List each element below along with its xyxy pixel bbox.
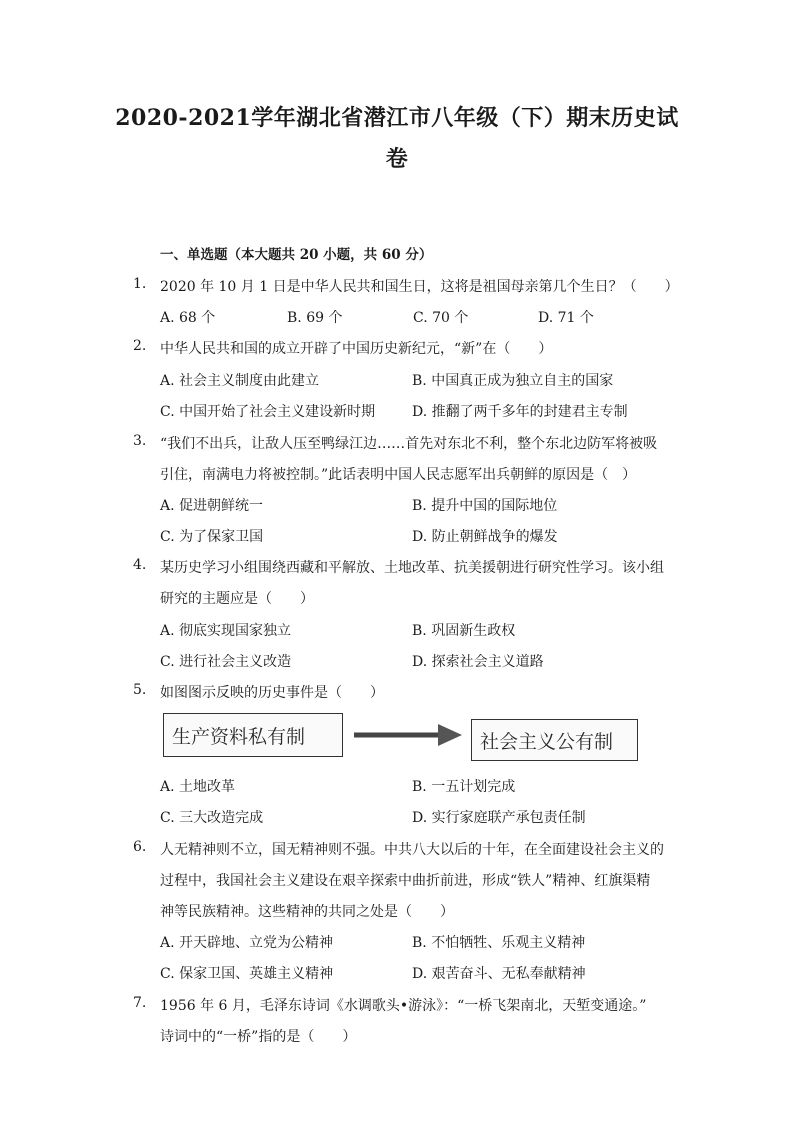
option-a: A. 开天辟地、立党为公精神 [160, 935, 334, 951]
figure-label-right: 社会主义公有制 [480, 730, 614, 753]
question-text: 人无精神则不立，国无精神则不强。中共八大以后的十年，在全面建设社会主义的 [160, 842, 664, 858]
option-b: B. 一五计划完成 [412, 779, 516, 795]
option-c: C. 为了保家卫国 [160, 529, 264, 545]
option-a: A. 社会主义制度由此建立 [160, 373, 320, 389]
option-a: A. 68 个 [160, 310, 216, 326]
option-b: B. 巩固新生政权 [412, 623, 516, 639]
option-d: D. 艰苦奋斗、无私奉献精神 [412, 966, 586, 982]
exam-title-line1: 2020-2021学年湖北省潜江市八年级（下）期末历史试 [115, 105, 679, 131]
option-b: B. 69 个 [287, 310, 343, 326]
option-c: C. 中国开始了社会主义建设新时期 [160, 404, 376, 420]
question-text: 1956 年 6 月，毛泽东诗词《水调歌头•游泳》：“一桥飞架南北，天堑变通途。” [160, 998, 647, 1014]
figure-box-public-ownership [471, 719, 638, 761]
option-d: D. 71 个 [538, 310, 594, 326]
question-number: 5. [133, 682, 147, 698]
question-text: 研究的主题应是（ ） [160, 591, 314, 607]
option-b: B. 中国真正成为独立自主的国家 [412, 373, 614, 389]
question-text: 如图图示反映的历史事件是（ ） [160, 685, 384, 701]
question-number: 7. [133, 995, 147, 1011]
option-b: B. 不怕牺牲、乐观主义精神 [412, 935, 586, 951]
exam-title-line2: 卷 [385, 146, 409, 172]
option-d: D. 探索社会主义道路 [412, 654, 544, 670]
figure-label-left: 生产资料私有制 [172, 725, 306, 748]
option-d: D. 推翻了两千多年的封建君主专制 [412, 404, 628, 420]
question-number: 6. [133, 839, 147, 855]
option-c: C. 三大改造完成 [160, 810, 264, 826]
question-text: 2020 年 10 月 1 日是中华人民共和国生日，这将是祖国母亲第几个生日？（ ） [160, 279, 679, 295]
option-a: A. 彻底实现国家独立 [160, 623, 292, 639]
question-text: 神等民族精神。这些精神的共同之处是（ ） [160, 904, 454, 920]
section-header: 一、单选题（本大题共 20 小题，共 60 分） [160, 247, 433, 263]
question-text: 某历史学习小组围绕西藏和平解放、土地改革、抗美援朝进行研究性学习。该小组 [160, 560, 664, 576]
question-text: 引住，南满电力将被控制。”此话表明中国人民志愿军出兵朝鲜的原因是（ ） [160, 467, 637, 483]
question-number: 4. [133, 557, 147, 573]
option-b: B. 提升中国的国际地位 [412, 498, 558, 514]
option-c: C. 70 个 [413, 310, 469, 326]
question-text: 中华人民共和国的成立开辟了中国历史新纪元，“新”在（ ） [160, 341, 553, 357]
option-a: A. 土地改革 [160, 779, 236, 795]
question-number: 2. [133, 338, 147, 354]
option-a: A. 促进朝鲜统一 [160, 498, 264, 514]
question-text: 过程中，我国社会主义建设在艰辛探索中曲折前进，形成“铁人”精神、红旗渠精 [160, 873, 651, 889]
question-text: 诗词中的“一桥”指的是（ ） [160, 1029, 357, 1045]
option-c: C. 进行社会主义改造 [160, 654, 292, 670]
option-d: D. 实行家庭联产承包责任制 [412, 810, 586, 826]
arrow-right-icon [352, 721, 464, 749]
figure-box-private-ownership [163, 713, 343, 757]
question-number: 3. [133, 433, 147, 449]
question-number: 1. [133, 276, 147, 292]
option-d: D. 防止朝鲜战争的爆发 [412, 529, 558, 545]
option-c: C. 保家卫国、英雄主义精神 [160, 966, 334, 982]
question-text: “我们不出兵，让敌人压至鸭绿江边……首先对东北不利，整个东北边防军将被吸 [160, 436, 658, 452]
